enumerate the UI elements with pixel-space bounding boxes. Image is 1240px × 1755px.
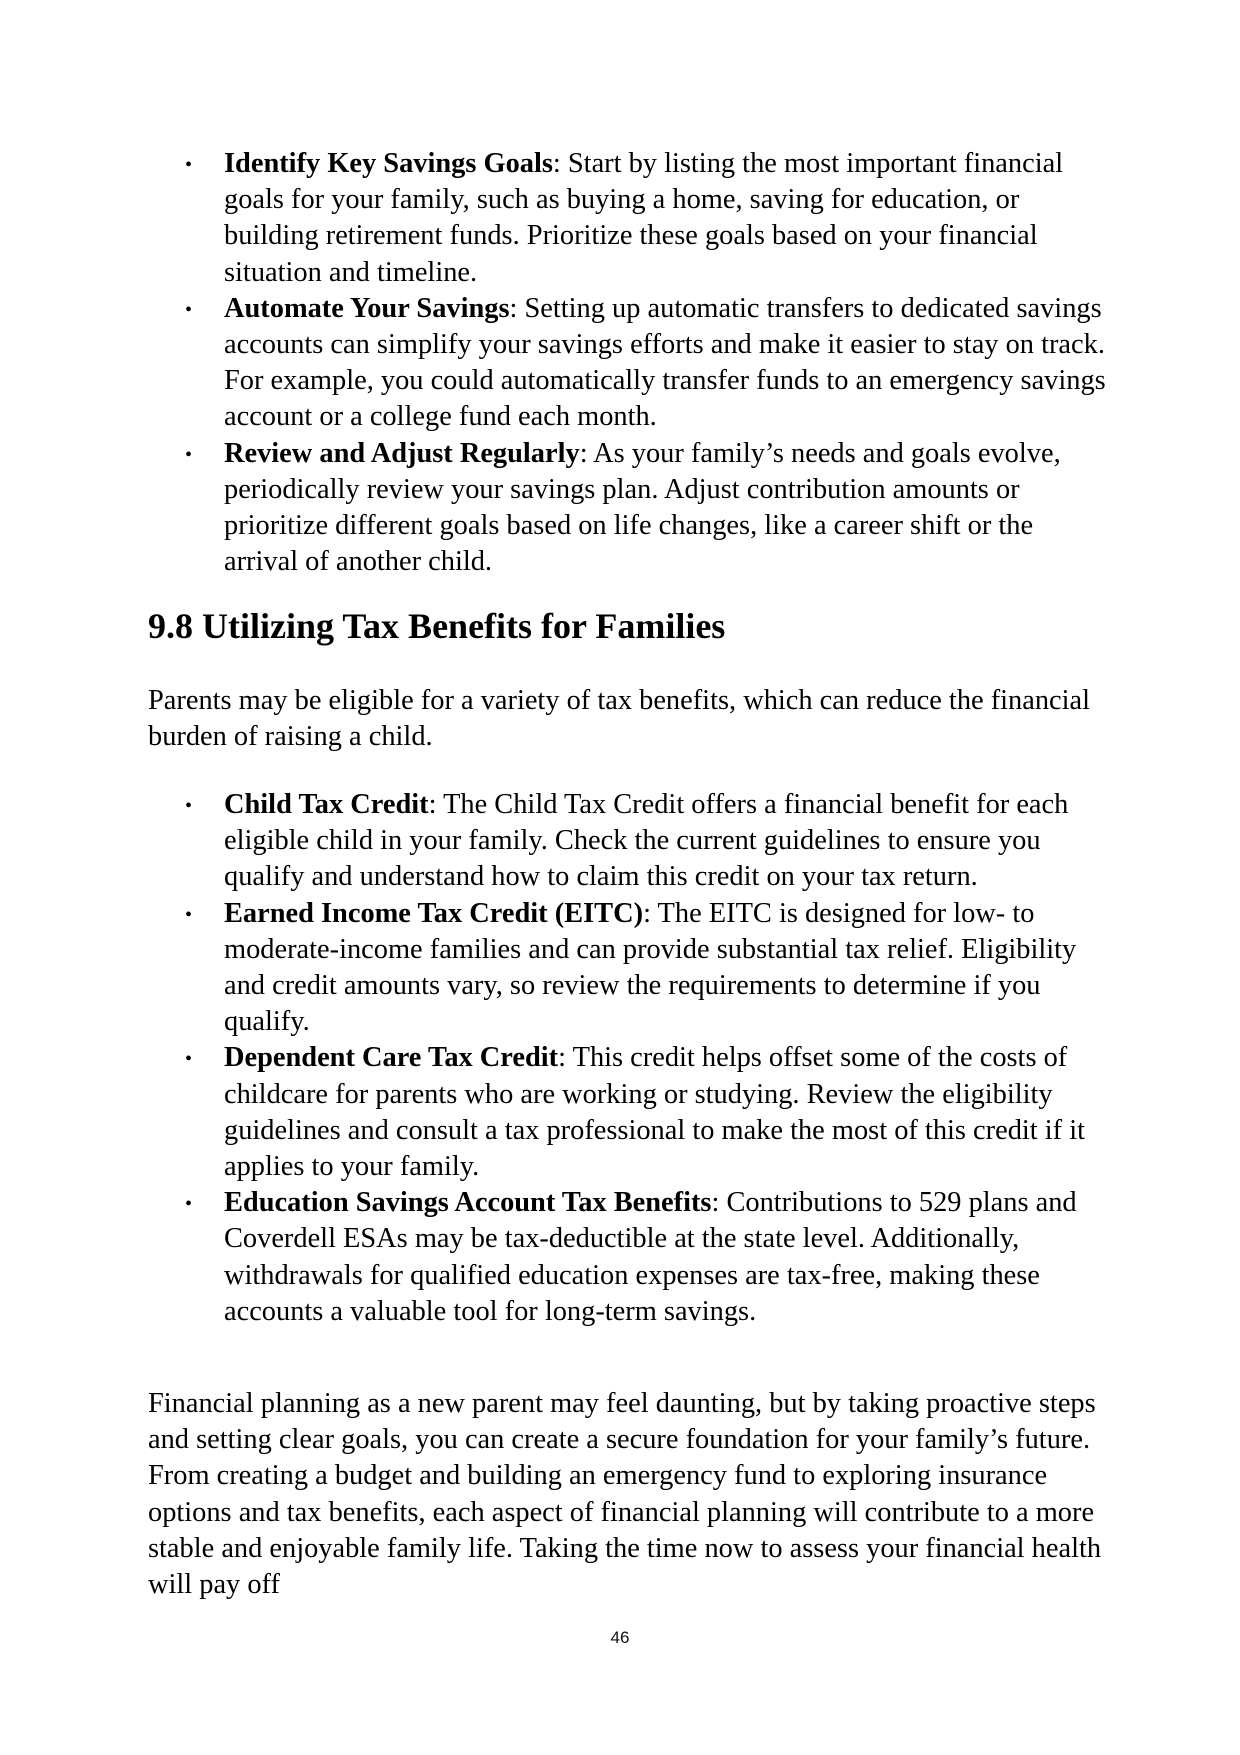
section-intro-block [148,683,1108,755]
list-item [148,787,1108,896]
list-item [148,146,1108,291]
savings-tips-list-block [148,146,1108,580]
bullet-icon: • [185,443,193,466]
list-item [148,1040,1108,1185]
list-item-text: : The EITC is designed for low- to moderate-income families and can provide substantial tax relief. Eligibility and credit amounts vary, so review the requirements to determine if you qualify. [224,897,1077,1038]
section-heading: 9.8 Utilizing Tax Benefits for Families [148,606,726,646]
list-item-term: Identify Key Savings Goals [224,148,553,179]
list-item [148,896,1108,1041]
list-item [148,291,1108,436]
list-item-text: : Contributions to 529 plans and Coverdell ESAs may be tax-deductible at the state level. Additionally, withdrawals for qualified education expenses are tax-free, making these accounts a valuable tool for long-term savings. [224,1187,1077,1327]
tax-benefits-list [148,787,1108,1330]
list-item-term: Education Savings Account Tax Benefits [224,1187,712,1219]
bullet-icon: • [185,795,193,817]
list-item-text: : The Child Tax Credit offers a financial benefit for each eligible child in your family. Check the current guidelines to ensure you qualify and understand how to claim this credit on your tax return. [224,789,1069,893]
section-intro: Parents may be eligible for a variety of tax benefits, which can reduce the financial burden of raising a child. [148,685,1091,753]
bullet-icon: • [185,298,193,321]
tax-benefits-list-block [148,787,1108,1330]
bullet-icon: • [185,154,193,176]
list-item-text: : This credit helps offset some of the costs of childcare for parents who are working or studying. Review the eligibility guidelines and consult a tax professional to make the most of this credit if it applies to your family. [224,1042,1085,1183]
bullet-icon: • [185,1048,193,1071]
conclusion-block [148,1386,1108,1603]
list-item-term: Automate Your Savings [224,292,510,324]
savings-tips-list [148,146,1108,580]
page-number: 46 [610,1628,630,1647]
list-item [148,436,1108,581]
list-item-term: Review and Adjust Regularly [224,437,580,469]
bullet-icon: • [185,1193,193,1216]
list-item-text: : As your family’s needs and goals evolve, periodically review your savings plan. Adjust contribution amounts or prioritize different goals based on life changes, like a career shift or the arrival of another child. [224,437,1061,578]
list-item [148,1185,1108,1330]
conclusion-paragraph: Financial planning as a new parent may feel daunting, but by taking proactive steps and setting clear goals, you can create a secure foundation for your family’s future. From creating a budget and building an emergency fund to exploring insurance options and tax benefits, each aspect of financial planning will contribute to a more stable and enjoyable family life. Taking the time now to assess your financial health will pay off [148,1388,1102,1601]
list-item-text: : Start by listing the most important financial goals for your family, such as buying a home, saving for education, or building retirement funds. Prioritize these goals based on your financial situation and timeline. [224,148,1064,288]
list-item-term: Earned Income Tax Credit (EITC) [224,897,644,929]
bullet-icon: • [185,903,193,926]
list-item-text: : Setting up automatic transfers to dedicated savings accounts can simplify your savings efforts and make it easier to stay on track. For example, you could automatically transfer funds to an emergency savings account or a college fund each month. [224,292,1106,433]
list-item-term: Dependent Care Tax Credit [224,1042,559,1074]
list-item-term: Child Tax Credit [224,789,429,820]
